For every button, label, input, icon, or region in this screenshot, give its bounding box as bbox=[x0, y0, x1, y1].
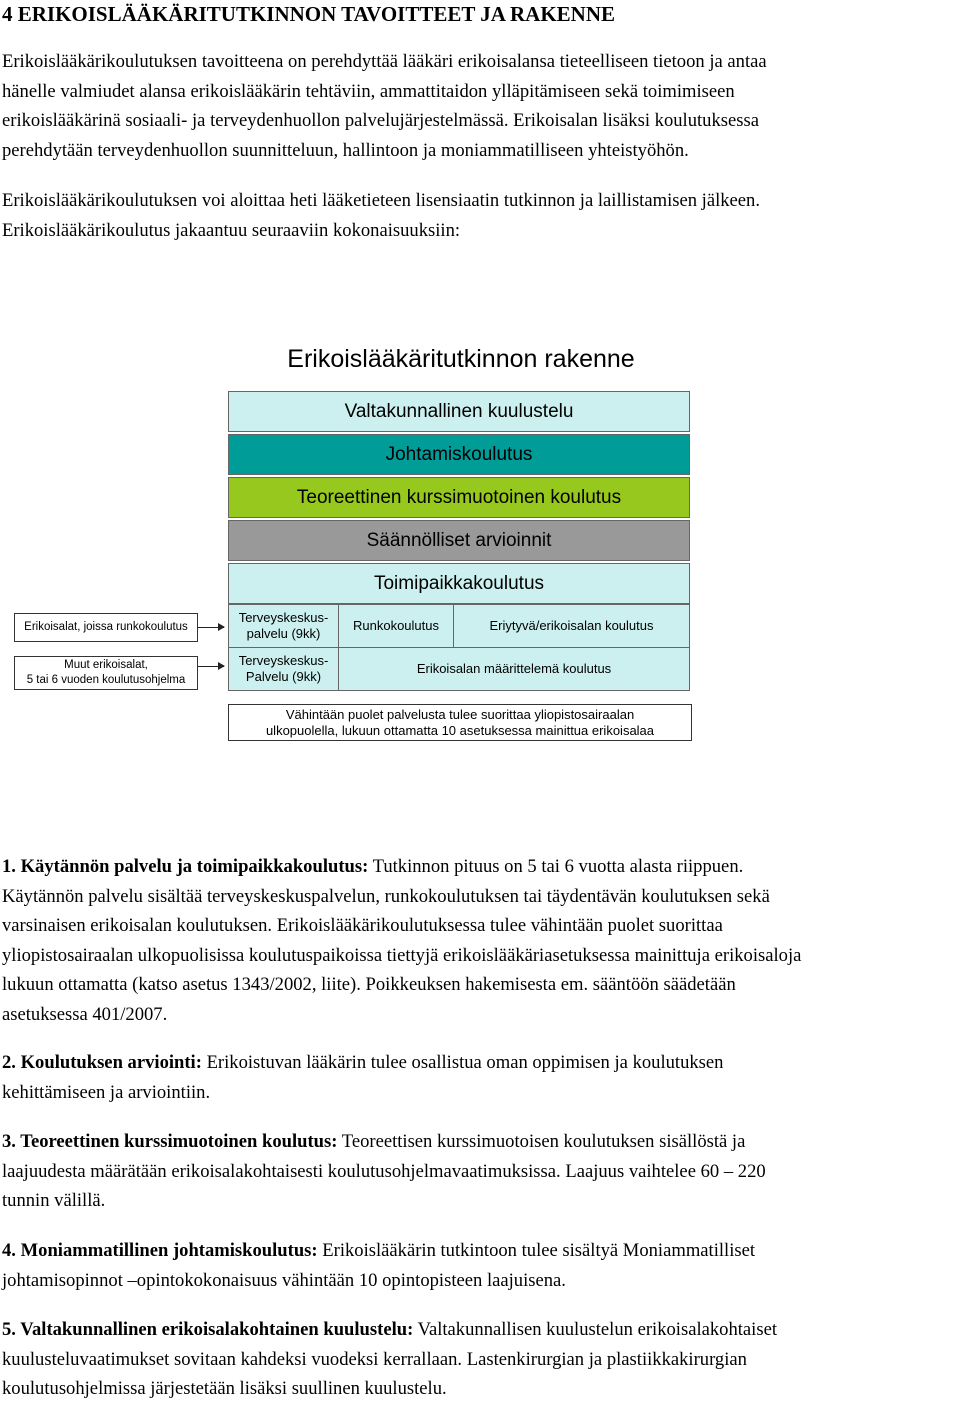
cell-health-center-1: Terveyskeskus- palvelu (9kk) bbox=[228, 604, 339, 648]
diagram-title: Erikoislääkäritutkinnon rakenne bbox=[287, 345, 635, 373]
bar-regular-assessments: Säännölliset arvioinnit bbox=[228, 520, 690, 561]
intro-paragraph-2: Erikoislääkärikoulutuksen voi aloittaa heti lääketieteen lisensiaatin tutkinnon ja laillistamisen jälkeen. Erikoislääkärikoulutus jakaantuu seuraaviin kokonaisuuksiin: bbox=[2, 190, 760, 241]
diagram-note: Vähintään puolet palvelusta tulee suorittaa yliopistosairaalan ulkopuolella, lukuun ottamatta 10 asetuksessa mainittua erikoisalaa bbox=[228, 704, 692, 741]
section-4: 4. Moniammatillinen johtamiskoulutus: Erikoislääkärin tutkintoon tulee sisältyä Moniammatilliset johtamisopinnot –opintokokonaisuus vähintään 10 opintopisteen laajuisena. bbox=[2, 1240, 756, 1291]
bar-workplace-training: Toimipaikkakoulutus bbox=[228, 563, 690, 604]
bar-theoretical-course: Teoreettinen kurssimuotoinen koulutus bbox=[228, 477, 690, 518]
section-5: 5. Valtakunnallinen erikoisalakohtainen kuulustelu: Valtakunnallisen kuulustelun erikoisalakohtaiset kuulusteluvaatimukset sovitaan kahdeksi vuodeksi kerrallaan. Lastenkirurgian ja plastiikkakirurgian koulutusohjelmissa järjestetään lisäksi suullinen kuulustelu. bbox=[2, 1319, 777, 1399]
section-3: 3. Teoreettinen kurssimuotoinen koulutus: Teoreettisen kurssimuotoisen koulutuksen sisällöstä ja laajuudesta määrätään erikoisalakohtaisesti koulutusohjelmavaatimuksissa. Laajuus vaihtelee 60 – 220 tunnin välillä. bbox=[2, 1131, 766, 1211]
arrow-right-icon bbox=[198, 666, 224, 667]
intro-paragraph-1: Erikoislääkärikoulutuksen tavoitteena on perehdyttää lääkäri erikoisalansa tieteelliseen tietoon ja antaa hänelle valmiudet alansa erikoislääkärin tehtäviin, ammattitaidon ylläpitämiseen sekä toimimiseen erikoislääkärinä sosiaali- ja terveydenhuollon palvelujärjestelmässä. Erikoisalan lisäksi koulutuksessa perehdytään terveydenhuollon suunnitteluun, hallintoon ja moniammatilliseen yhteistyöhön. bbox=[2, 51, 767, 161]
section-1: 1. Käytännön palvelu ja toimipaikkakoulutus: Tutkinnon pituus on 5 tai 6 vuotta alasta riippuen. Käytännön palvelu sisältää terveyskeskuspalvelun, runkokoulutuksen tai täydentävän koulutuksen sekä varsinaisen erikoisalan koulutuksen. Erikoislääkärikoulutuksessa tulee vähintään puolet suorittaa yliopistosairaalan ulkopuolisissa koulutuspaikoissa tiettyjä erikoislääkäriasetuksessa mainittuja erikoisaloja lukuun ottamatta (katso asetus 1343/2002, liite). Poikkeuksen hakemisesta em. sääntöön säädetään asetuksessa 401/2007. bbox=[2, 856, 802, 1025]
section-2: 2. Koulutuksen arviointi: Erikoistuvan lääkärin tulee osallistua oman oppimisen ja koulutuksen kehittämiseen ja arviointiin. bbox=[2, 1052, 724, 1103]
cell-specialty-defined-training: Erikoisalan määrittelemä koulutus bbox=[338, 647, 690, 691]
section-heading: 4 ERIKOISLÄÄKÄRITUTKINNON TAVOITTEET JA RAKENNE bbox=[2, 2, 616, 26]
label-core-specialties: Erikoisalat, joissa runkokoulutus bbox=[14, 613, 198, 642]
arrow-right-icon bbox=[198, 627, 224, 628]
bar-management-training: Johtamiskoulutus bbox=[228, 434, 690, 475]
cell-health-center-2: Terveyskeskus- Palvelu (9kk) bbox=[228, 647, 339, 691]
structure-diagram bbox=[0, 330, 960, 750]
label-other-specialties: Muut erikoisalat, 5 tai 6 vuoden koulutusohjelma bbox=[14, 656, 198, 690]
cell-specialized-training: Eriytyvä/erikoisalan koulutus bbox=[453, 604, 690, 648]
bar-national-exam: Valtakunnallinen kuulustelu bbox=[228, 391, 690, 432]
cell-core-training: Runkokoulutus bbox=[338, 604, 454, 648]
